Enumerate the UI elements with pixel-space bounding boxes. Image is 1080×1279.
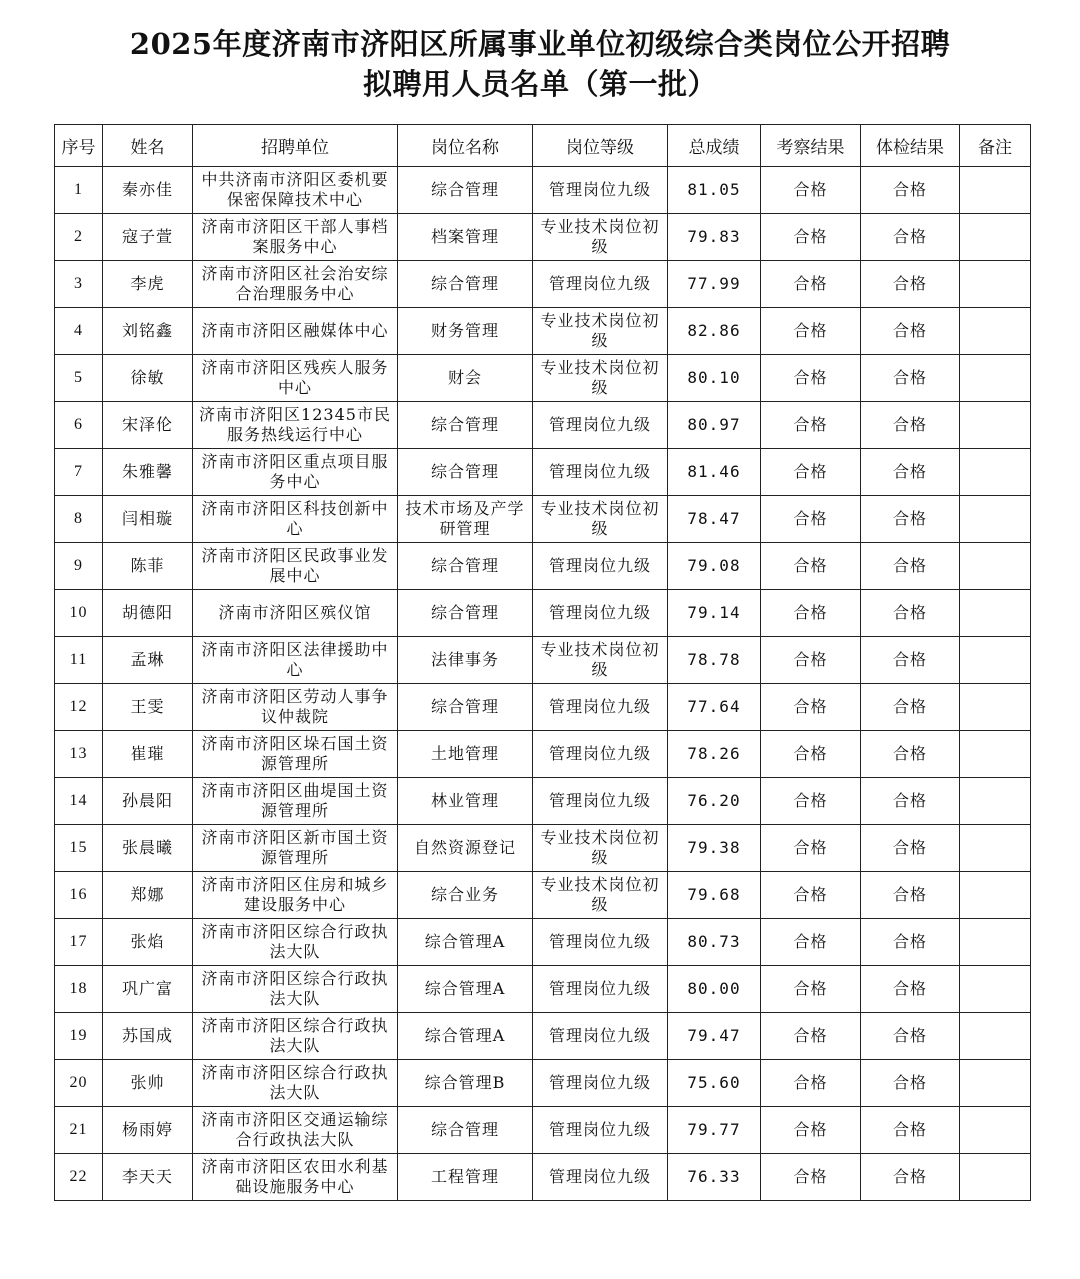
cell-post: 综合业务	[398, 872, 533, 919]
cell-unit: 济南市济阳区重点项目服务中心	[193, 449, 398, 496]
cell-no: 20	[55, 1060, 103, 1107]
cell-score: 79.68	[668, 872, 761, 919]
document-title-line2: 拟聘用人员名单（第一批）	[362, 67, 717, 101]
cell-score: 79.08	[668, 543, 761, 590]
cell-unit: 济南市济阳区垛石国土资源管理所	[193, 731, 398, 778]
table-row	[55, 214, 1031, 261]
cell-review: 合格	[761, 966, 861, 1013]
cell-unit: 济南市济阳区新市国土资源管理所	[193, 825, 398, 872]
cell-no: 7	[55, 449, 103, 496]
cell-review: 合格	[761, 449, 861, 496]
cell-unit: 济南市济阳区法律援助中心	[193, 637, 398, 684]
cell-score: 78.26	[668, 731, 761, 778]
cell-unit: 济南市济阳区交通运输综合行政执法大队	[193, 1107, 398, 1154]
cell-note	[960, 919, 1031, 966]
cell-no: 16	[55, 872, 103, 919]
table-row	[55, 355, 1031, 402]
cell-medical: 合格	[861, 496, 960, 543]
cell-note	[960, 214, 1031, 261]
cell-note	[960, 1107, 1031, 1154]
cell-level: 管理岗位九级	[533, 684, 668, 731]
cell-medical: 合格	[861, 590, 960, 637]
table-row	[55, 167, 1031, 214]
header-unit: 招聘单位	[193, 125, 398, 167]
cell-unit: 济南市济阳区12345市民服务热线运行中心	[193, 402, 398, 449]
cell-level: 专业技术岗位初级	[533, 872, 668, 919]
cell-name: 郑娜	[103, 872, 193, 919]
cell-level: 管理岗位九级	[533, 919, 668, 966]
cell-level: 管理岗位九级	[533, 261, 668, 308]
cell-medical: 合格	[861, 1107, 960, 1154]
cell-review: 合格	[761, 919, 861, 966]
cell-level: 管理岗位九级	[533, 1060, 668, 1107]
cell-name: 张帅	[103, 1060, 193, 1107]
table-row	[55, 308, 1031, 355]
cell-note	[960, 1060, 1031, 1107]
cell-post: 财务管理	[398, 308, 533, 355]
cell-score: 81.05	[668, 167, 761, 214]
table-row	[55, 1107, 1031, 1154]
cell-unit: 济南市济阳区住房和城乡建设服务中心	[193, 872, 398, 919]
cell-score: 80.00	[668, 966, 761, 1013]
cell-name: 苏国成	[103, 1013, 193, 1060]
cell-score: 82.86	[668, 308, 761, 355]
cell-level: 管理岗位九级	[533, 590, 668, 637]
cell-note	[960, 496, 1031, 543]
cell-score: 79.38	[668, 825, 761, 872]
table-row	[55, 1060, 1031, 1107]
table-row	[55, 731, 1031, 778]
cell-name: 徐敏	[103, 355, 193, 402]
cell-level: 管理岗位九级	[533, 402, 668, 449]
cell-no: 10	[55, 590, 103, 637]
cell-post: 综合管理	[398, 543, 533, 590]
cell-review: 合格	[761, 590, 861, 637]
cell-score: 79.83	[668, 214, 761, 261]
table-row	[55, 402, 1031, 449]
cell-name: 陈菲	[103, 543, 193, 590]
cell-post: 综合管理	[398, 261, 533, 308]
cell-score: 80.10	[668, 355, 761, 402]
cell-note	[960, 825, 1031, 872]
document-title-line1: 2025年度济南市济阳区所属事业单位初级综合类岗位公开招聘	[129, 27, 951, 61]
cell-level: 管理岗位九级	[533, 778, 668, 825]
cell-note	[960, 731, 1031, 778]
header-no: 序号	[55, 125, 103, 167]
table-row	[55, 919, 1031, 966]
cell-review: 合格	[761, 825, 861, 872]
cell-medical: 合格	[861, 261, 960, 308]
cell-name: 杨雨婷	[103, 1107, 193, 1154]
cell-unit: 济南市济阳区劳动人事争议仲裁院	[193, 684, 398, 731]
cell-name: 巩广富	[103, 966, 193, 1013]
cell-no: 9	[55, 543, 103, 590]
cell-unit: 济南市济阳区曲堤国土资源管理所	[193, 778, 398, 825]
cell-unit: 济南市济阳区综合行政执法大队	[193, 1013, 398, 1060]
table-row	[55, 1013, 1031, 1060]
cell-level: 管理岗位九级	[533, 1107, 668, 1154]
cell-review: 合格	[761, 684, 861, 731]
cell-unit: 济南市济阳区综合行政执法大队	[193, 919, 398, 966]
cell-post: 综合管理B	[398, 1060, 533, 1107]
cell-post: 综合管理A	[398, 1013, 533, 1060]
cell-score: 77.64	[668, 684, 761, 731]
header-name: 姓名	[103, 125, 193, 167]
cell-post: 档案管理	[398, 214, 533, 261]
header-note: 备注	[960, 125, 1031, 167]
cell-score: 76.20	[668, 778, 761, 825]
cell-review: 合格	[761, 1107, 861, 1154]
cell-review: 合格	[761, 1060, 861, 1107]
cell-name: 闫相璇	[103, 496, 193, 543]
cell-medical: 合格	[861, 449, 960, 496]
cell-medical: 合格	[861, 778, 960, 825]
cell-unit: 济南市济阳区干部人事档案服务中心	[193, 214, 398, 261]
cell-note	[960, 590, 1031, 637]
cell-medical: 合格	[861, 872, 960, 919]
table-row	[55, 825, 1031, 872]
cell-score: 75.60	[668, 1060, 761, 1107]
cell-no: 11	[55, 637, 103, 684]
cell-unit: 济南市济阳区殡仪馆	[193, 590, 398, 637]
cell-review: 合格	[761, 355, 861, 402]
cell-level: 管理岗位九级	[533, 1013, 668, 1060]
cell-no: 2	[55, 214, 103, 261]
cell-review: 合格	[761, 402, 861, 449]
cell-score: 81.46	[668, 449, 761, 496]
cell-unit: 中共济南市济阳区委机要保密保障技术中心	[193, 167, 398, 214]
cell-post: 技术市场及产学研管理	[398, 496, 533, 543]
cell-post: 综合管理	[398, 402, 533, 449]
cell-medical: 合格	[861, 167, 960, 214]
cell-note	[960, 778, 1031, 825]
cell-no: 17	[55, 919, 103, 966]
cell-note	[960, 402, 1031, 449]
cell-medical: 合格	[861, 308, 960, 355]
cell-no: 12	[55, 684, 103, 731]
cell-review: 合格	[761, 1154, 861, 1201]
cell-unit: 济南市济阳区民政事业发展中心	[193, 543, 398, 590]
cell-level: 专业技术岗位初级	[533, 214, 668, 261]
cell-note	[960, 355, 1031, 402]
header-level: 岗位等级	[533, 125, 668, 167]
cell-post: 综合管理	[398, 684, 533, 731]
cell-score: 79.14	[668, 590, 761, 637]
cell-medical: 合格	[861, 355, 960, 402]
cell-no: 5	[55, 355, 103, 402]
cell-note	[960, 966, 1031, 1013]
cell-name: 崔璀	[103, 731, 193, 778]
hire-list-table	[54, 124, 1031, 1201]
cell-post: 林业管理	[398, 778, 533, 825]
cell-review: 合格	[761, 1013, 861, 1060]
cell-post: 综合管理A	[398, 919, 533, 966]
table-body	[55, 167, 1031, 1201]
cell-review: 合格	[761, 778, 861, 825]
cell-name: 李虎	[103, 261, 193, 308]
cell-no: 15	[55, 825, 103, 872]
cell-medical: 合格	[861, 1060, 960, 1107]
cell-review: 合格	[761, 167, 861, 214]
cell-review: 合格	[761, 496, 861, 543]
cell-review: 合格	[761, 543, 861, 590]
table-row	[55, 449, 1031, 496]
cell-no: 13	[55, 731, 103, 778]
table-row	[55, 590, 1031, 637]
cell-no: 6	[55, 402, 103, 449]
header-medical: 体检结果	[861, 125, 960, 167]
table-row	[55, 496, 1031, 543]
cell-name: 张晨曦	[103, 825, 193, 872]
cell-level: 专业技术岗位初级	[533, 496, 668, 543]
cell-score: 79.47	[668, 1013, 761, 1060]
table-row	[55, 778, 1031, 825]
cell-level: 管理岗位九级	[533, 543, 668, 590]
cell-level: 管理岗位九级	[533, 966, 668, 1013]
cell-medical: 合格	[861, 684, 960, 731]
table-row	[55, 872, 1031, 919]
cell-no: 8	[55, 496, 103, 543]
cell-name: 秦亦佳	[103, 167, 193, 214]
table-row	[55, 543, 1031, 590]
cell-note	[960, 543, 1031, 590]
cell-level: 专业技术岗位初级	[533, 825, 668, 872]
cell-medical: 合格	[861, 214, 960, 261]
cell-post: 综合管理	[398, 449, 533, 496]
cell-no: 1	[55, 167, 103, 214]
cell-medical: 合格	[861, 731, 960, 778]
cell-medical: 合格	[861, 825, 960, 872]
cell-review: 合格	[761, 731, 861, 778]
cell-level: 管理岗位九级	[533, 1154, 668, 1201]
cell-medical: 合格	[861, 543, 960, 590]
cell-post: 综合管理	[398, 1107, 533, 1154]
cell-no: 3	[55, 261, 103, 308]
cell-note	[960, 308, 1031, 355]
header-review: 考察结果	[761, 125, 861, 167]
cell-score: 77.99	[668, 261, 761, 308]
cell-note	[960, 1013, 1031, 1060]
cell-score: 80.97	[668, 402, 761, 449]
cell-review: 合格	[761, 637, 861, 684]
cell-note	[960, 684, 1031, 731]
cell-no: 14	[55, 778, 103, 825]
cell-post: 综合管理	[398, 590, 533, 637]
cell-name: 朱雅馨	[103, 449, 193, 496]
cell-name: 孙晨阳	[103, 778, 193, 825]
cell-note	[960, 637, 1031, 684]
cell-no: 4	[55, 308, 103, 355]
cell-note	[960, 261, 1031, 308]
cell-score: 76.33	[668, 1154, 761, 1201]
cell-unit: 济南市济阳区社会治安综合治理服务中心	[193, 261, 398, 308]
cell-name: 张焰	[103, 919, 193, 966]
cell-level: 专业技术岗位初级	[533, 308, 668, 355]
cell-medical: 合格	[861, 637, 960, 684]
table-header-row	[55, 125, 1031, 167]
cell-no: 21	[55, 1107, 103, 1154]
cell-unit: 济南市济阳区科技创新中心	[193, 496, 398, 543]
cell-unit: 济南市济阳区残疾人服务中心	[193, 355, 398, 402]
cell-unit: 济南市济阳区综合行政执法大队	[193, 966, 398, 1013]
table-row	[55, 684, 1031, 731]
header-post: 岗位名称	[398, 125, 533, 167]
cell-review: 合格	[761, 308, 861, 355]
cell-name: 王雯	[103, 684, 193, 731]
cell-no: 19	[55, 1013, 103, 1060]
cell-post: 法律事务	[398, 637, 533, 684]
cell-post: 工程管理	[398, 1154, 533, 1201]
cell-medical: 合格	[861, 1013, 960, 1060]
cell-note	[960, 167, 1031, 214]
cell-no: 22	[55, 1154, 103, 1201]
cell-medical: 合格	[861, 1154, 960, 1201]
cell-post: 自然资源登记	[398, 825, 533, 872]
cell-level: 管理岗位九级	[533, 167, 668, 214]
cell-name: 宋泽伦	[103, 402, 193, 449]
table-row	[55, 637, 1031, 684]
cell-score: 78.47	[668, 496, 761, 543]
cell-post: 综合管理A	[398, 966, 533, 1013]
cell-post: 综合管理	[398, 167, 533, 214]
cell-medical: 合格	[861, 966, 960, 1013]
cell-note	[960, 449, 1031, 496]
cell-note	[960, 872, 1031, 919]
cell-name: 寇子萱	[103, 214, 193, 261]
cell-name: 孟琳	[103, 637, 193, 684]
cell-score: 79.77	[668, 1107, 761, 1154]
cell-post: 财会	[398, 355, 533, 402]
cell-review: 合格	[761, 872, 861, 919]
cell-level: 管理岗位九级	[533, 731, 668, 778]
cell-note	[960, 1154, 1031, 1201]
table-row	[55, 1154, 1031, 1201]
cell-level: 专业技术岗位初级	[533, 637, 668, 684]
cell-level: 管理岗位九级	[533, 449, 668, 496]
table-row	[55, 966, 1031, 1013]
cell-unit: 济南市济阳区农田水利基础设施服务中心	[193, 1154, 398, 1201]
cell-name: 胡德阳	[103, 590, 193, 637]
cell-medical: 合格	[861, 919, 960, 966]
cell-no: 18	[55, 966, 103, 1013]
cell-level: 专业技术岗位初级	[533, 355, 668, 402]
cell-medical: 合格	[861, 402, 960, 449]
cell-score: 78.78	[668, 637, 761, 684]
cell-unit: 济南市济阳区融媒体中心	[193, 308, 398, 355]
cell-name: 李天天	[103, 1154, 193, 1201]
cell-post: 土地管理	[398, 731, 533, 778]
header-score: 总成绩	[668, 125, 761, 167]
cell-unit: 济南市济阳区综合行政执法大队	[193, 1060, 398, 1107]
cell-review: 合格	[761, 261, 861, 308]
table-row	[55, 261, 1031, 308]
cell-review: 合格	[761, 214, 861, 261]
cell-name: 刘铭鑫	[103, 308, 193, 355]
cell-score: 80.73	[668, 919, 761, 966]
